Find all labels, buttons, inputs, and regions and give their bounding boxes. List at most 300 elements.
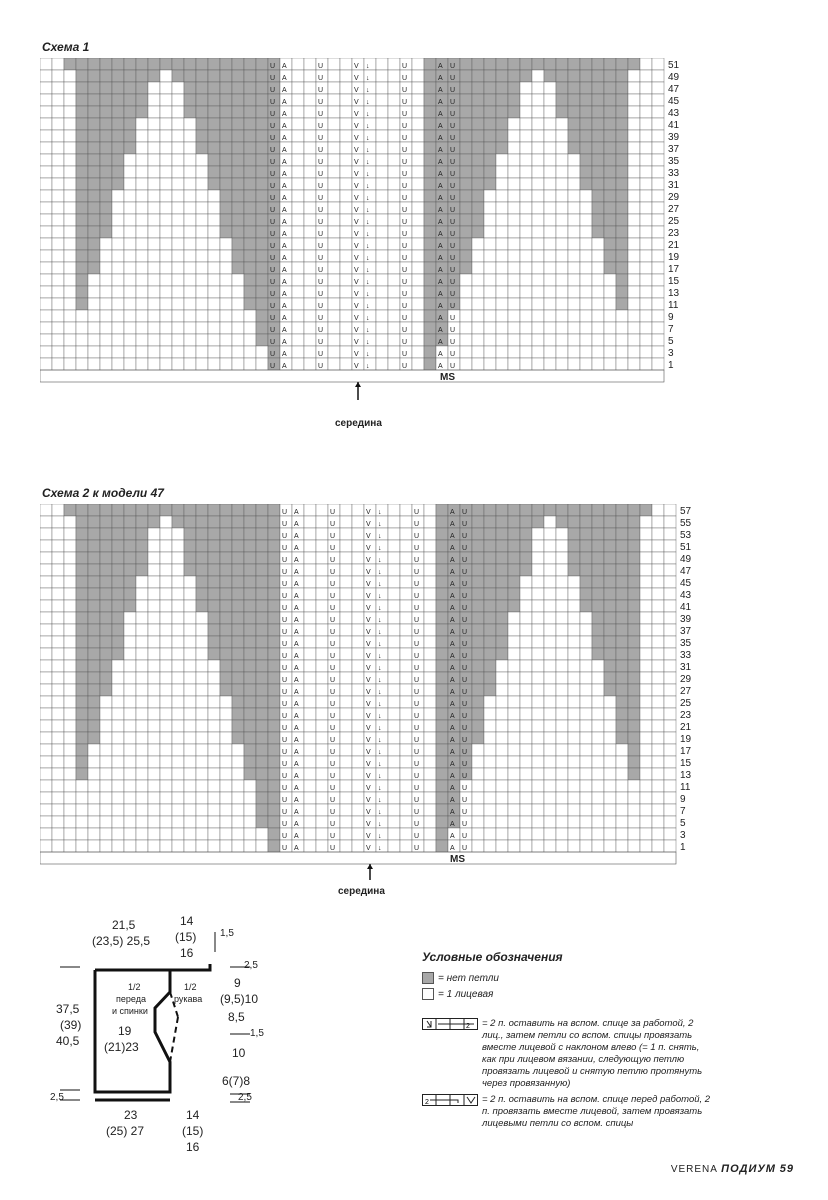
- chart-cell: [472, 840, 484, 852]
- chart-cell: [580, 816, 592, 828]
- chart-cell: [568, 576, 580, 588]
- chart-cell: [64, 612, 76, 624]
- chart-cell: [148, 334, 160, 346]
- chart-cell: [268, 696, 280, 708]
- chart-cell: [508, 768, 520, 780]
- chart-cell: [592, 94, 604, 106]
- chart-cell: [532, 154, 544, 166]
- chart-cell: [640, 322, 652, 334]
- stitch-symbol: U: [414, 557, 420, 564]
- row-number: 27: [680, 686, 692, 697]
- chart-cell: [76, 636, 88, 648]
- chart-cell: [88, 720, 100, 732]
- chart-cell: [256, 202, 268, 214]
- chart-cell: [352, 756, 364, 768]
- stitch-symbol: U: [414, 749, 420, 756]
- chart-cell: [304, 238, 316, 250]
- chart-cell: [208, 58, 220, 70]
- chart-cell: [424, 334, 436, 346]
- chart-cell: [160, 780, 172, 792]
- chart-cell: [580, 504, 592, 516]
- chart-cell: [196, 600, 208, 612]
- chart-cell: [256, 636, 268, 648]
- chart-cell: [472, 226, 484, 238]
- stitch-symbol: A: [294, 677, 299, 684]
- stitch-symbol: A: [450, 821, 455, 828]
- chart-cell: [388, 322, 400, 334]
- chart-cell: [148, 178, 160, 190]
- footer-brand: VERENA: [670, 1164, 718, 1175]
- chart-cell: [244, 552, 256, 564]
- chart-cell: [220, 274, 232, 286]
- stitch-symbol: U: [402, 147, 408, 154]
- chart-cell: [472, 588, 484, 600]
- chart-cell: [640, 672, 652, 684]
- chart-cell: [232, 130, 244, 142]
- chart-cell: [232, 202, 244, 214]
- stitch-symbol: U: [462, 833, 468, 840]
- chart-cell: [292, 178, 304, 190]
- chart-cell: [244, 82, 256, 94]
- chart-cell: [64, 154, 76, 166]
- chart-cell: [556, 732, 568, 744]
- chart-cell: [124, 840, 136, 852]
- chart-cell: [256, 528, 268, 540]
- chart-cell: [640, 648, 652, 660]
- stitch-symbol: U: [330, 533, 336, 540]
- chart-cell: [652, 58, 664, 70]
- chart-cell: [604, 792, 616, 804]
- chart-cell: [244, 636, 256, 648]
- chart-cell: [484, 190, 496, 202]
- chart-cell: [112, 588, 124, 600]
- chart-cell: [568, 190, 580, 202]
- chart-cell: [604, 94, 616, 106]
- chart-cell: [196, 94, 208, 106]
- chart-cell: [652, 190, 664, 202]
- chart-cell: [112, 552, 124, 564]
- chart-cell: [220, 552, 232, 564]
- chart-cell: [400, 564, 412, 576]
- chart-cell: [304, 82, 316, 94]
- chart-cell: [148, 166, 160, 178]
- chart-cell: [88, 94, 100, 106]
- chart-cell: [52, 118, 64, 130]
- chart-cell: [592, 660, 604, 672]
- chart-cell: [208, 612, 220, 624]
- sleeve-bottom-3: 16: [186, 1140, 200, 1154]
- chart-cell: [292, 190, 304, 202]
- chart-cell: [508, 816, 520, 828]
- chart-cell: [100, 732, 112, 744]
- chart-cell: [184, 624, 196, 636]
- chart-cell: [508, 130, 520, 142]
- chart-cell: [496, 322, 508, 334]
- chart-cell: [100, 166, 112, 178]
- chart-cell: [292, 286, 304, 298]
- stitch-symbol: ↓: [366, 303, 370, 310]
- chart-cell: [520, 190, 532, 202]
- stitch-symbol: ↓: [378, 557, 382, 564]
- chart-cell: [232, 226, 244, 238]
- stitch-symbol: A: [438, 291, 443, 298]
- chart-cell: [592, 190, 604, 202]
- chart-cell: [220, 106, 232, 118]
- stitch-symbol: U: [462, 785, 468, 792]
- stitch-symbol: U: [450, 231, 456, 238]
- chart-cell: [556, 600, 568, 612]
- chart-cell: [52, 624, 64, 636]
- chart-cell: [556, 792, 568, 804]
- chart-cell: [664, 804, 676, 816]
- chart-cell: [208, 516, 220, 528]
- chart-cell: [88, 564, 100, 576]
- chart-cell: [664, 612, 676, 624]
- chart-cell: [88, 780, 100, 792]
- chart-cell: [604, 106, 616, 118]
- row-number: 43: [668, 108, 680, 119]
- chart-cell: [136, 708, 148, 720]
- chart-cell: [340, 334, 352, 346]
- chart-cell: [232, 166, 244, 178]
- chart-cell: [100, 624, 112, 636]
- chart-cell: [64, 322, 76, 334]
- scheme1-center-label: середина: [335, 418, 382, 429]
- chart-cell: [388, 214, 400, 226]
- chart-cell: [604, 504, 616, 516]
- chart-cell: [544, 624, 556, 636]
- chart-cell: [184, 540, 196, 552]
- chart-cell: [40, 624, 52, 636]
- chart-cell: [88, 334, 100, 346]
- stitch-symbol: U: [330, 629, 336, 636]
- chart-cell: [532, 660, 544, 672]
- chart-cell: [244, 756, 256, 768]
- stitch-symbol: U: [414, 689, 420, 696]
- chart-cell: [592, 768, 604, 780]
- chart-cell: [592, 720, 604, 732]
- chart-cell: [100, 178, 112, 190]
- chart-cell: [544, 226, 556, 238]
- chart-cell: [172, 58, 184, 70]
- chart-cell: [304, 154, 316, 166]
- chart-cell: [148, 106, 160, 118]
- stitch-symbol: U: [462, 725, 468, 732]
- chart-cell: [124, 540, 136, 552]
- stitch-symbol: A: [438, 87, 443, 94]
- chart-cell: [568, 322, 580, 334]
- chart-cell: [160, 636, 172, 648]
- chart-cell: [376, 358, 388, 370]
- chart-cell: [460, 334, 472, 346]
- chart-cell: [256, 310, 268, 322]
- stitch-symbol: U: [318, 63, 324, 70]
- chart-cell: [628, 660, 640, 672]
- chart-cell: [316, 756, 328, 768]
- chart-cell: [340, 552, 352, 564]
- chart-cell: [232, 672, 244, 684]
- chart-cell: [52, 190, 64, 202]
- chart-cell: [472, 708, 484, 720]
- chart-cell: [64, 684, 76, 696]
- chart-cell: [220, 130, 232, 142]
- chart-cell: [652, 130, 664, 142]
- chart-cell: [388, 82, 400, 94]
- stitch-symbol: U: [402, 183, 408, 190]
- chart-cell: [424, 504, 436, 516]
- no-stitch-swatch: [422, 972, 434, 984]
- chart-cell: [544, 286, 556, 298]
- chart-cell: [76, 732, 88, 744]
- chart-cell: [256, 672, 268, 684]
- chart-cell: [232, 744, 244, 756]
- chart-cell: [112, 94, 124, 106]
- chart-cell: [604, 286, 616, 298]
- chart-cell: [436, 624, 448, 636]
- chart-cell: [508, 540, 520, 552]
- row-number: 21: [668, 240, 680, 251]
- chart-cell: [52, 588, 64, 600]
- chart-cell: [340, 828, 352, 840]
- chart-cell: [112, 684, 124, 696]
- chart-cell: [340, 792, 352, 804]
- chart-cell: [556, 286, 568, 298]
- chart-cell: [244, 154, 256, 166]
- chart-cell: [184, 528, 196, 540]
- chart-cell: [124, 334, 136, 346]
- chart-cell: [328, 154, 340, 166]
- chart-cell: [148, 828, 160, 840]
- chart-cell: [340, 576, 352, 588]
- chart-cell: [616, 696, 628, 708]
- stitch-symbol: U: [282, 761, 288, 768]
- chart-cell: [460, 142, 472, 154]
- chart-cell: [256, 322, 268, 334]
- stitch-symbol: A: [294, 665, 299, 672]
- chart-cell: [592, 684, 604, 696]
- stitch-symbol: A: [294, 581, 299, 588]
- chart-cell: [388, 696, 400, 708]
- chart-cell: [556, 684, 568, 696]
- chart-cell: [52, 130, 64, 142]
- chart-cell: [208, 828, 220, 840]
- chart-cell: [172, 274, 184, 286]
- chart-cell: [604, 588, 616, 600]
- chart-cell: [532, 804, 544, 816]
- chart-cell: [100, 334, 112, 346]
- stitch-symbol: ↓: [366, 231, 370, 238]
- chart-cell: [388, 804, 400, 816]
- chart-cell: [88, 804, 100, 816]
- chart-cell: [532, 70, 544, 82]
- chart-cell: [460, 166, 472, 178]
- chart-cell: [160, 202, 172, 214]
- chart-cell: [52, 636, 64, 648]
- chart-cell: [76, 528, 88, 540]
- chart-cell: [112, 660, 124, 672]
- chart-cell: [40, 250, 52, 262]
- chart-cell: [544, 82, 556, 94]
- chart-cell: [136, 94, 148, 106]
- chart-cell: [316, 744, 328, 756]
- chart-cell: [400, 504, 412, 516]
- chart-cell: [592, 82, 604, 94]
- chart-cell: [604, 130, 616, 142]
- chart-cell: [124, 720, 136, 732]
- chart-cell: [136, 130, 148, 142]
- chart-cell: [124, 58, 136, 70]
- chart-cell: [208, 792, 220, 804]
- chart-cell: [52, 214, 64, 226]
- chart-cell: [160, 250, 172, 262]
- chart-cell: [76, 708, 88, 720]
- stitch-symbol: U: [462, 593, 468, 600]
- chart-cell: [244, 250, 256, 262]
- chart-cell: [232, 118, 244, 130]
- chart-cell: [508, 588, 520, 600]
- stitch-symbol: ↓: [366, 171, 370, 178]
- chart-cell: [544, 298, 556, 310]
- chart-cell: [64, 804, 76, 816]
- stitch-symbol: U: [414, 653, 420, 660]
- row-number: 49: [680, 554, 692, 565]
- chart-cell: [616, 202, 628, 214]
- chart-cell: [256, 516, 268, 528]
- sleeve-h1: 9: [234, 976, 241, 990]
- chart-cell: [64, 780, 76, 792]
- chart-cell: [172, 600, 184, 612]
- chart-cell: [76, 58, 88, 70]
- front-label-2: переда: [116, 994, 146, 1004]
- chart-cell: [52, 82, 64, 94]
- chart-cell: [640, 684, 652, 696]
- stitch-symbol: A: [438, 255, 443, 262]
- chart-cell: [544, 58, 556, 70]
- chart-cell: [652, 250, 664, 262]
- chart-cell: [508, 118, 520, 130]
- chart-cell: [508, 214, 520, 226]
- chart-cell: [400, 624, 412, 636]
- chart-cell: [400, 684, 412, 696]
- chart-cell: [580, 154, 592, 166]
- chart-cell: [436, 612, 448, 624]
- sleeve-top-1: 14: [180, 914, 194, 928]
- stitch-symbol: U: [318, 231, 324, 238]
- chart-cell: [376, 274, 388, 286]
- chart-cell: [160, 684, 172, 696]
- stitch-symbol: A: [294, 593, 299, 600]
- chart-cell: [88, 648, 100, 660]
- stitch-symbol: A: [294, 797, 299, 804]
- chart-cell: [112, 636, 124, 648]
- chart-cell: [124, 648, 136, 660]
- chart-cell: [436, 552, 448, 564]
- chart-cell: [580, 648, 592, 660]
- chart-cell: [124, 792, 136, 804]
- chart-cell: [388, 744, 400, 756]
- stitch-symbol: U: [270, 159, 276, 166]
- stitch-symbol: V: [366, 797, 371, 804]
- chart-cell: [340, 178, 352, 190]
- chart-cell: [412, 118, 424, 130]
- stitch-symbol: U: [462, 605, 468, 612]
- chart-cell: [304, 684, 316, 696]
- chart-cell: [100, 516, 112, 528]
- chart-cell: [496, 154, 508, 166]
- chart-cell: [568, 732, 580, 744]
- chart-cell: [88, 130, 100, 142]
- chart-cell: [256, 576, 268, 588]
- chart-cell: [76, 358, 88, 370]
- chart-cell: [136, 82, 148, 94]
- chart-cell: [568, 672, 580, 684]
- stitch-symbol: U: [462, 773, 468, 780]
- chart-cell: [196, 720, 208, 732]
- chart-cell: [616, 358, 628, 370]
- chart-cell: [328, 358, 340, 370]
- chart-cell: [172, 636, 184, 648]
- chart-cell: [304, 214, 316, 226]
- stitch-symbol: V: [354, 219, 359, 226]
- chart-cell: [220, 744, 232, 756]
- stitch-symbol: A: [282, 171, 287, 178]
- chart-cell: [112, 612, 124, 624]
- stitch-symbol: U: [450, 195, 456, 202]
- chart-cell: [100, 780, 112, 792]
- chart-cell: [184, 106, 196, 118]
- chart-cell: [616, 600, 628, 612]
- stitch-symbol: V: [354, 159, 359, 166]
- stitch-symbol: U: [450, 267, 456, 274]
- chart-cell: [424, 552, 436, 564]
- chart-cell: [616, 720, 628, 732]
- chart-cell: [544, 358, 556, 370]
- chart-cell: [52, 238, 64, 250]
- stitch-symbol: V: [354, 255, 359, 262]
- chart-cell: [496, 106, 508, 118]
- chart-cell: [436, 588, 448, 600]
- stitch-symbol: A: [294, 629, 299, 636]
- chart-cell: [100, 588, 112, 600]
- chart-cell: [148, 214, 160, 226]
- chart-cell: [340, 636, 352, 648]
- chart-cell: [568, 540, 580, 552]
- chart-cell: [604, 528, 616, 540]
- chart-cell: [112, 672, 124, 684]
- chart-cell: [64, 648, 76, 660]
- chart-cell: [52, 708, 64, 720]
- chart-cell: [436, 732, 448, 744]
- chart-cell: [484, 756, 496, 768]
- stitch-symbol: V: [366, 605, 371, 612]
- chart-cell: [520, 672, 532, 684]
- stitch-symbol: ↓: [378, 785, 382, 792]
- stitch-symbol: V: [354, 99, 359, 106]
- chart-cell: [388, 540, 400, 552]
- stitch-symbol: U: [414, 569, 420, 576]
- chart-cell: [652, 780, 664, 792]
- chart-cell: [256, 828, 268, 840]
- top-width-sizes: (23,5) 25,5: [92, 934, 151, 948]
- chart-cell: [532, 142, 544, 154]
- chart-cell: [316, 804, 328, 816]
- chart-cell: [136, 202, 148, 214]
- chart-cell: [52, 684, 64, 696]
- chart-cell: [376, 166, 388, 178]
- chart-cell: [604, 744, 616, 756]
- chart-cell: [568, 238, 580, 250]
- chart-cell: [496, 334, 508, 346]
